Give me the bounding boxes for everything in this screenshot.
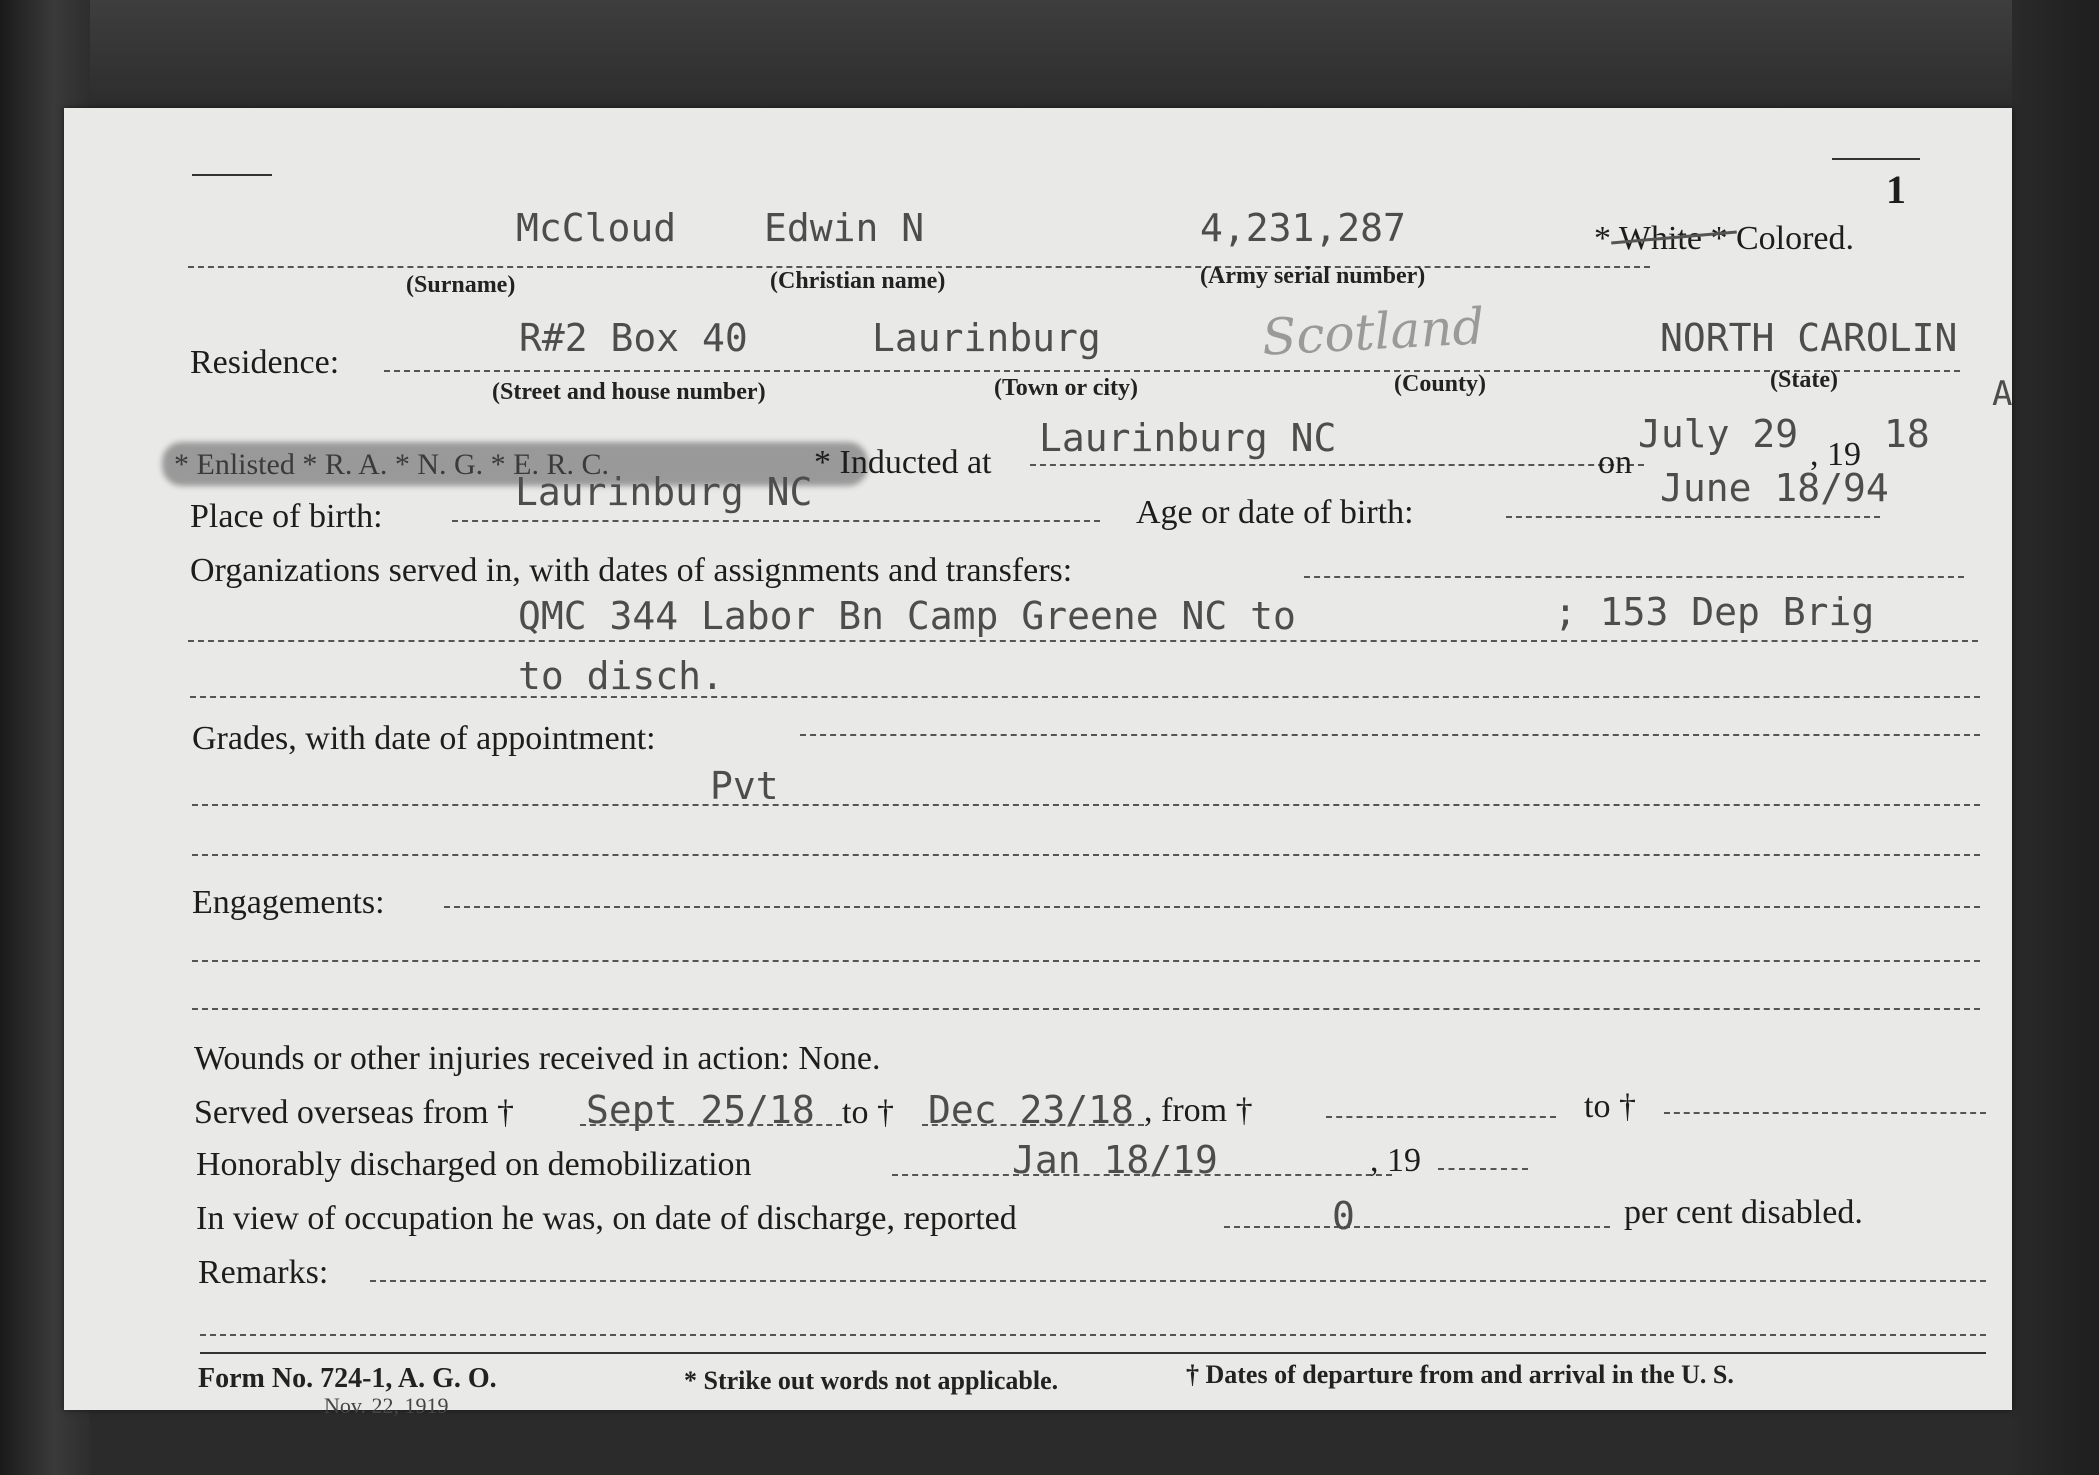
- residence-town-value: Laurinburg: [872, 316, 1101, 360]
- grades-label: Grades, with date of appointment:: [192, 720, 656, 757]
- birth-place-line: [452, 520, 1100, 522]
- organizations-label-line: [1304, 576, 1964, 578]
- remarks-label: Remarks:: [198, 1254, 329, 1291]
- service-record-card: [64, 108, 2013, 1418]
- discharge-date-line: [892, 1174, 1392, 1176]
- scan-background-right: [2012, 0, 2099, 1475]
- overseas-to-label: to †: [842, 1094, 894, 1131]
- christian-name-caption: (Christian name): [770, 268, 946, 294]
- overseas-to-value: Dec 23/18: [928, 1088, 1134, 1132]
- wounds-label: Wounds or other injuries received in action: None.: [194, 1040, 881, 1077]
- engagements-line1: [192, 960, 1980, 962]
- organizations-line1b-value: ; 153 Dep Brig: [1554, 590, 1875, 634]
- discharge-year-label: , 19: [1370, 1142, 1421, 1179]
- footnote-dates: † Dates of departure from and arrival in the U. S.: [1186, 1360, 1734, 1389]
- organizations-line2: [190, 696, 1980, 698]
- age-label: Age or date of birth:: [1136, 494, 1414, 531]
- birth-place-label: Place of birth:: [190, 498, 383, 535]
- surname-value: McCloud: [516, 206, 677, 250]
- street-caption: (Street and house number): [492, 379, 766, 405]
- inducted-date-value: July 29: [1638, 412, 1799, 456]
- county-caption: (County): [1394, 371, 1487, 397]
- top-left-rule: [192, 174, 272, 176]
- serial-number-value: 4,231,287: [1200, 206, 1406, 250]
- inducted-place-line: [1030, 464, 1644, 466]
- overseas-to2-label: to †: [1584, 1088, 1636, 1125]
- residence-line: [384, 370, 1960, 372]
- grade-value: Pvt: [710, 764, 779, 808]
- engagements-label: Engagements:: [192, 884, 385, 921]
- christian-name-value: Edwin N: [764, 206, 925, 250]
- residence-state-overflow: A: [1992, 374, 2013, 414]
- form-number: Form No. 724-1, A. G. O.: [198, 1363, 497, 1394]
- grades-line2: [192, 854, 1980, 856]
- inducted-year-prefix: , 19: [1810, 436, 1861, 473]
- overseas-from2-label: , from †: [1144, 1092, 1253, 1129]
- inducted-label: * Inducted at: [814, 444, 992, 481]
- residence-county-value: Scotland: [1260, 297, 1486, 367]
- surname-caption: (Surname): [406, 272, 516, 298]
- remarks-line2: [200, 1334, 1986, 1336]
- grades-label-line: [800, 734, 1980, 736]
- footer-rule: [200, 1352, 1986, 1354]
- remarks-line1: [370, 1280, 1986, 1282]
- overseas-from2-line: [1326, 1116, 1556, 1118]
- footnote-strike: * Strike out words not applicable.: [684, 1366, 1059, 1395]
- form-date: Nov. 22, 1919: [324, 1393, 449, 1418]
- discharge-year-line: [1438, 1168, 1528, 1170]
- discharge-date-value: Jan 18/19: [1012, 1138, 1218, 1182]
- serial-number-caption: (Army serial number): [1200, 263, 1426, 289]
- race-label: * White * Colored.: [1594, 220, 1854, 257]
- top-right-rule: [1832, 158, 1920, 160]
- disability-suffix: per cent disabled.: [1624, 1194, 1863, 1231]
- residence-street-value: R#2 Box 40: [519, 316, 748, 360]
- engagements-label-line: [444, 906, 1980, 908]
- residence-state-value: NORTH CAROLIN: [1660, 316, 1958, 360]
- state-caption: (State): [1770, 367, 1838, 393]
- inducted-place-value: Laurinburg NC: [1039, 416, 1337, 460]
- overseas-from-line: [580, 1124, 842, 1126]
- disability-value: 0: [1332, 1194, 1355, 1238]
- town-caption: (Town or city): [994, 375, 1138, 401]
- scan-background-top: [0, 0, 2099, 110]
- engagements-line2: [192, 1008, 1980, 1010]
- card-number: 1: [1886, 167, 1906, 212]
- birth-place-value: Laurinburg NC: [515, 470, 813, 514]
- organizations-line1: [188, 640, 1978, 642]
- organizations-line1-value: QMC 344 Labor Bn Camp Greene NC to: [518, 594, 1296, 638]
- enlisted-struck-text: * Enlisted * R. A. * N. G. * E. R. C.: [174, 448, 610, 481]
- residence-label: Residence:: [190, 344, 340, 381]
- grades-line1: [192, 804, 1980, 806]
- overseas-from-value: Sept 25/18: [586, 1088, 815, 1132]
- organizations-line2-value: to disch.: [518, 654, 724, 698]
- birth-date-value: June 18/94: [1660, 466, 1889, 510]
- on-label: on: [1598, 444, 1632, 481]
- disability-line: [1224, 1226, 1610, 1228]
- disability-label: In view of occupation he was, on date of discharge, reported: [196, 1200, 1017, 1237]
- overseas-label: Served overseas from †: [194, 1094, 515, 1131]
- overseas-to-line: [922, 1124, 1144, 1126]
- organizations-label: Organizations served in, with dates of assignments and transfers:: [190, 552, 1073, 589]
- birth-date-line: [1506, 516, 1880, 518]
- discharge-label: Honorably discharged on demobilization: [196, 1146, 752, 1183]
- overseas-to2-line: [1664, 1112, 1986, 1114]
- inducted-year-value: 18: [1884, 412, 1930, 456]
